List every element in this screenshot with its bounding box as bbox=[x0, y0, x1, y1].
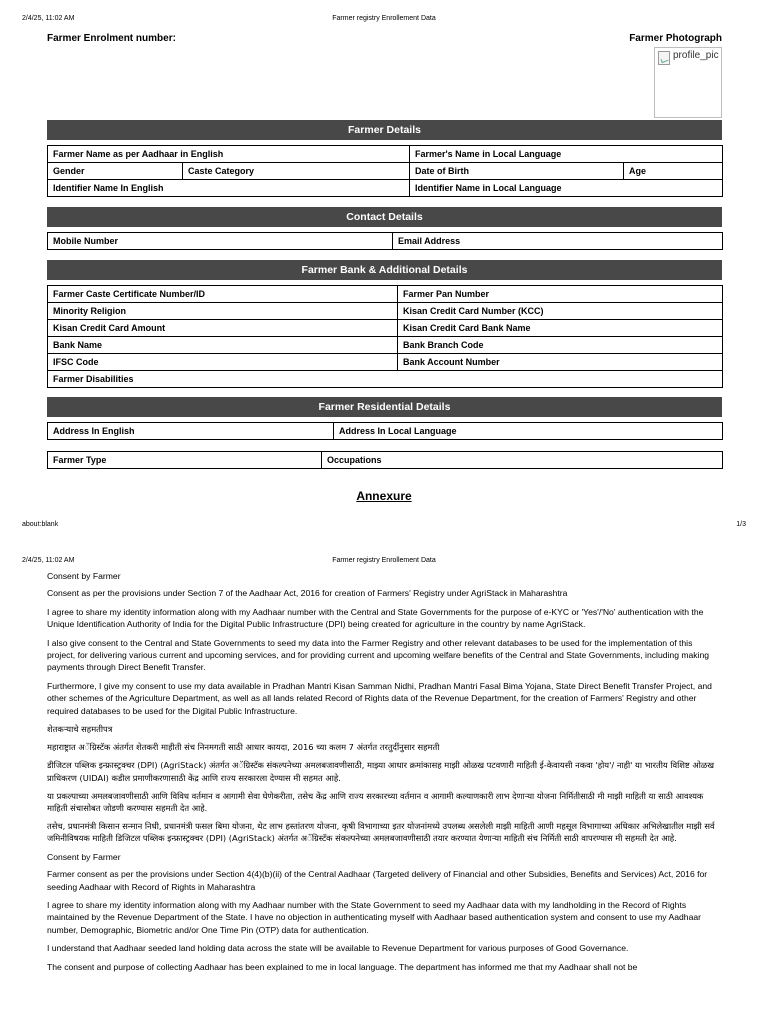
caste-category-field: Caste Category bbox=[183, 163, 410, 180]
kcc-bank-name-field: Kisan Credit Card Bank Name bbox=[398, 320, 723, 337]
gender-field: Gender bbox=[48, 163, 183, 180]
ifsc-code-field: IFSC Code bbox=[48, 354, 398, 371]
age-field: Age bbox=[624, 163, 723, 180]
pan-number-field: Farmer Pan Number bbox=[398, 286, 723, 303]
residential-details-table bbox=[47, 422, 723, 440]
table-row bbox=[48, 180, 723, 197]
table-row bbox=[48, 146, 723, 163]
date-of-birth-field: Date of Birth bbox=[410, 163, 624, 180]
identifier-name-english: Identifier Name In English bbox=[48, 180, 410, 197]
contact-details-heading: Contact Details bbox=[47, 207, 722, 227]
occupations-field: Occupations bbox=[322, 452, 723, 469]
table-row bbox=[48, 286, 723, 303]
print-footer-url: about:blank bbox=[22, 521, 59, 528]
consent-title: Consent by Farmer bbox=[47, 571, 121, 581]
print-footer-page: 1/3 bbox=[736, 521, 746, 528]
table-row bbox=[48, 320, 723, 337]
consent-paragraph: Furthermore, I give my consent to use my data available in Pradhan Mantri Kisan Samman Nidhi, Pradhan Mantri Fasal Bima Yojana, State Direct Benefit Transfer Project, and other schemes of the Agriculture Department, as well as all lands related Record of Rights data of the Revenue Department, for the creation of Farmers' Registry and other required databases to be used for the Digital Public Infrastructure. bbox=[47, 680, 712, 716]
consent-paragraph: I also give consent to the Central and State Governments to seed my data into the Farmer Registry and other relevant databases to be used for the implementation of this project, for delivering various current and upcoming services, and for providing current and upcoming welfare benefits of the Central and State Governments, including making payments through Direct Benefit Transfer. bbox=[47, 637, 710, 673]
email-address-field: Email Address bbox=[393, 233, 723, 250]
consent-paragraph-marathi: या प्रकल्पाच्या अमलबजावणीसाठी आणि विविध वर्तमान व आगामी सेवा घेणेकरीता, तसेच केंद्र आणि राज्य सरकारच्या वर्तमान व आगामी कल्याणकारी लाभ देणाऱ्या योजना निर्मितीसाठी मी माझी माहिती या साठी आवश्यक माहिती संचासोबत जोडणी करण्यास सहमती देत आहे. bbox=[47, 790, 704, 814]
consent-paragraph-marathi: डीजिटल पब्लिक इन्फ्रास्ट्रक्चर (DPI) (AgriStack) अंतर्गत अॅग्रिस्टॅक संकल्पनेच्या अमलबजावणीसाठी, माझ्या आधार क्रमांकासह माझी ओळख पटवणारी माहिती ई-केवायसी नकवा 'होय'/ नाही' या भारतीय विशिष्ट ओळख प्राधिकरण (UIDAI) कडील प्रमाणीकरणासाठी केंद्र आणि राज्य सरकारला देण्यास मी सहमत आहे. bbox=[47, 760, 714, 783]
bank-name-field: Bank Name bbox=[48, 337, 398, 354]
table-row bbox=[48, 337, 723, 354]
consent-paragraph-marathi: महाराष्ट्रात अॅग्रिस्टॅक अंतर्गत शेतकरी माहीती संच निनमगती साठी आधार कायदा, 2016 च्या कलम 7 अंतर्गत तरतुदींनुसार सहमती bbox=[47, 742, 440, 753]
table-row bbox=[48, 423, 723, 440]
caste-certificate-field: Farmer Caste Certificate Number/ID bbox=[48, 286, 398, 303]
consent-title: Consent by Farmer bbox=[47, 851, 121, 862]
bank-details-heading: Farmer Bank & Additional Details bbox=[47, 260, 722, 280]
consent-paragraph-marathi: तसेच, प्रधानमंत्री किसान सन्मान निधी, प्रधानमंत्री फसल बिमा योजना, थेट लाभ हस्तांतरण योजना, कृषी विभागाच्या इतर योजनांमध्ये उपलब्ध असलेली माझी माहिती आणी महसूल विभागाच्या अधिकार अभिलेखातील माझी सर्व जमिनीविषयक माहिती डिजिटल पब्लिक इन्फ्रास्ट्रक्चर (DPI) (AgriStack) अंतर्गत अॅग्रिस्टॅक संकल्पनेच्या अमलबजावणीसाठी तयार करण्यात येणाऱ्या माहिती संच निर्मिती साठी वापरण्यास मी सहमती देत आहे. bbox=[47, 821, 715, 844]
enrolment-number-label: Farmer Enrolment number: bbox=[47, 33, 176, 44]
residential-details-heading: Farmer Residential Details bbox=[47, 397, 722, 417]
bank-account-number-field: Bank Account Number bbox=[398, 354, 723, 371]
profile-picture-alt-text: profile_pic bbox=[673, 50, 719, 61]
farmer-type-field: Farmer Type bbox=[48, 452, 322, 469]
farmer-details-heading: Farmer Details bbox=[47, 120, 722, 140]
kcc-amount-field: Kisan Credit Card Amount bbox=[48, 320, 398, 337]
minority-religion-field: Minority Religion bbox=[48, 303, 398, 320]
farmer-disabilities-field: Farmer Disabilities bbox=[48, 371, 723, 388]
broken-image-icon bbox=[658, 51, 670, 65]
contact-details-table bbox=[47, 232, 723, 250]
farmer-details-table bbox=[47, 145, 723, 197]
consent-title-marathi: शेतकऱ्याचे सहमतीपत्र bbox=[47, 724, 113, 735]
bank-branch-code-field: Bank Branch Code bbox=[398, 337, 723, 354]
address-local-field: Address In Local Language bbox=[334, 423, 723, 440]
print-footer bbox=[22, 521, 746, 531]
consent-paragraph: I agree to share my identity information along with my Aadhaar number with the Central and State Governments for the purpose of e-KYC or 'Yes'/'No' authentication with the Unique Identification Authority of India for the Digital Public Infrastructure (DPI) being created for agriculture in the country by name AgriStack. bbox=[47, 606, 704, 630]
print-header-datetime: 2/4/25, 11:02 AM bbox=[22, 15, 75, 22]
bank-details-table bbox=[47, 285, 723, 388]
address-english-field: Address In English bbox=[48, 423, 334, 440]
annexure-heading: Annexure bbox=[356, 489, 412, 503]
print-header-datetime: 2/4/25, 11:02 AM bbox=[22, 557, 75, 564]
bank-details-section bbox=[47, 260, 722, 388]
table-row bbox=[48, 303, 723, 320]
identifier-name-local: Identifier Name in Local Language bbox=[410, 180, 723, 197]
residential-details-section bbox=[47, 397, 722, 440]
farmer-details-section bbox=[47, 120, 722, 197]
table-row bbox=[48, 354, 723, 371]
contact-details-section bbox=[47, 207, 722, 250]
farmer-name-local: Farmer's Name in Local Language bbox=[410, 146, 723, 163]
consent-paragraph: I agree to share my identity information along with my Aadhaar number with the State Government to seed my Aadhaar data with my landholding in the Record of Rights maintained by the Revenue Department of the State. I have no objection in authenticating myself with Aadhaar based authentication system and consent to use my Aadhaar number, Demographic, Biometric and/or One Time Pin (OTP) data for authentication. bbox=[47, 899, 702, 935]
farmer-type-section bbox=[47, 446, 722, 469]
table-row bbox=[48, 452, 723, 469]
table-row bbox=[48, 163, 723, 180]
print-header bbox=[22, 15, 746, 27]
enrolment-row bbox=[47, 33, 722, 47]
profile-picture bbox=[654, 47, 722, 118]
mobile-number-field: Mobile Number bbox=[48, 233, 393, 250]
consent-text bbox=[47, 570, 722, 979]
farmer-name-english: Farmer Name as per Aadhaar in English bbox=[48, 146, 410, 163]
consent-paragraph: The consent and purpose of collecting Aadhaar has been explained to me in local language. The department has informed me that my Aadhaar shall not be bbox=[47, 961, 638, 972]
consent-paragraph: Farmer consent as per the provisions under Section 4(4)(b)(ii) of the Central Aadhaar (Targeted delivery of Financial and other Subsidies, Benefits and Services) Act, 2016 for seeding Aadhaar with Record of Rights in Maharashtra bbox=[47, 869, 708, 892]
table-row bbox=[48, 233, 723, 250]
farmer-type-table bbox=[47, 451, 723, 469]
kcc-number-field: Kisan Credit Card Number (KCC) bbox=[398, 303, 723, 320]
print-header-title: Farmer registry Enrollement Data bbox=[332, 557, 436, 564]
consent-paragraph: I understand that Aadhaar seeded land holding data across the state will be available to Revenue Department for various purposes of Good Governance. bbox=[47, 943, 629, 954]
consent-paragraph: Consent as per the provisions under Section 7 of the Aadhaar Act, 2016 for creation of Farmers' Registry under AgriStack in Maharashtra bbox=[47, 588, 568, 599]
table-row bbox=[48, 371, 723, 388]
print-header-page2 bbox=[22, 557, 746, 569]
farmer-photograph-label: Farmer Photograph bbox=[629, 33, 722, 44]
print-header-title: Farmer registry Enrollement Data bbox=[332, 15, 436, 22]
